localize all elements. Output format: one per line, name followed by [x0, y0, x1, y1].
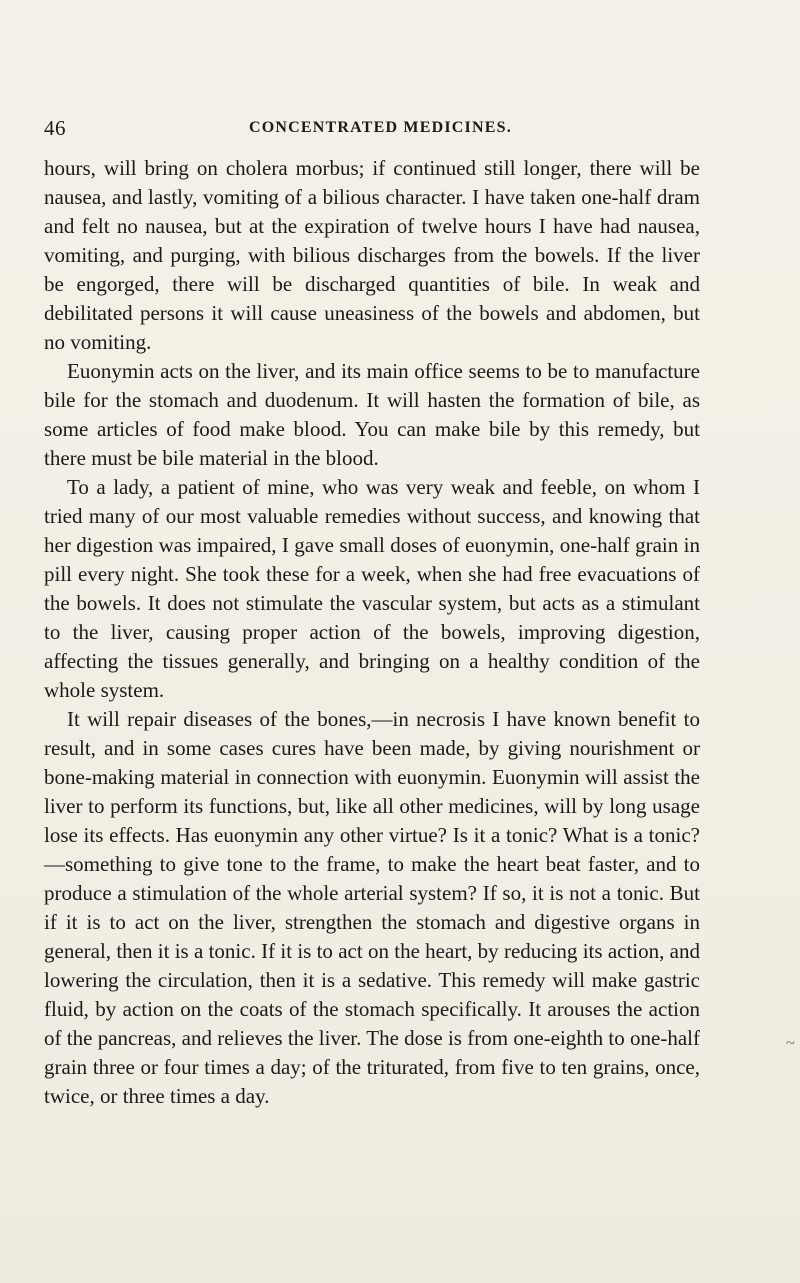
- paragraph-bones-and-dose: It will repair diseases of the bones,—in necrosis I have known benefit to result, and in some cases cures have been made, by giving nourishment or bone-making material in connection with euonymin. Euonymin will assist the liver to perform its functions, but, like all other medicines, will by long usage lose its effects. Has euonymin any other virtue? Is it a tonic? What is a tonic?—something to give tone to the frame, to make the heart beat faster, and to produce a stimulation of the whole arterial system? If so, it is not a tonic. But if it is to act on the liver, strengthen the stomach and digestive organs in general, then it is a tonic. If it is to act on the heart, by reducing its action, and lowering the circulation, then it is a sedative. This remedy will make gastric fluid, by action on the coats of the stomach specifically. It arouses the action of the pancreas, and relieves the liver. The dose is from one-eighth to one-half grain three or four times a day; of the triturated, from five to ten grains, once, twice, or three times a day.: [44, 707, 700, 1108]
- body-text: [44, 154, 700, 1111]
- paragraph-continuation: hours, will bring on cholera morbus; if continued still longer, there will be nausea, and lastly, vomiting of a bilious character. I have taken one-half dram and felt no nausea, but at the expiration of twelve hours I have had nausea, vomiting, and purging, with bilious discharges from the bowels. If the liver be engorged, there will be discharged quantities of bile. In weak and debilitated persons it will cause uneasiness of the bowels and abdomen, but no vomiting.: [44, 156, 700, 354]
- paragraph-patient-case: To a lady, a patient of mine, who was very weak and feeble, on whom I tried many of our most valuable remedies without success, and knowing that her digestion was impaired, I gave small doses of euonymin, one-half grain in pill every night. She took these for a week, when she had free evacuations of the bowels. It does not stimulate the vascular system, but acts as a stimulant to the liver, causing proper action of the bowels, improving digestion, affecting the tissues generally, and bringing on a healthy condition of the whole system.: [44, 475, 700, 702]
- running-head: [44, 116, 700, 144]
- margin-mark: ~: [786, 1035, 795, 1052]
- running-title: CONCENTRATED MEDICINES.: [249, 119, 512, 136]
- paragraph-euonymin-liver: Euonymin acts on the liver, and its main office seems to be to manufacture bile for the stomach and duodenum. It will hasten the formation of bile, as some articles of food make blood. You can make bile by this remedy, but there must be bile material in the blood.: [44, 359, 700, 470]
- page-number: 46: [44, 116, 66, 140]
